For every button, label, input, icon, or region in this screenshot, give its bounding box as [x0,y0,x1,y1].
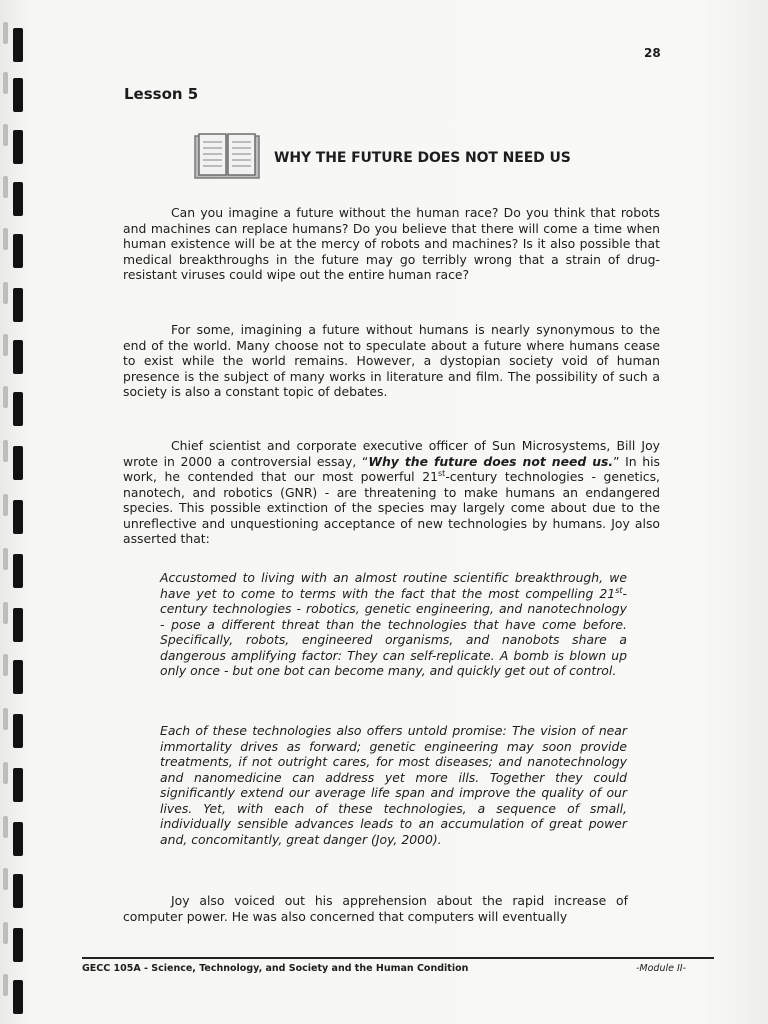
ordinal-suffix: st [438,468,446,478]
quote-1-part-b: -century technologies - robotics, genetic engineering, and nanotechnology - pose a different threat than the technologies that have come before. Specifically, robots, engineered organisms, and nanobots share a dangerous amplifying factor: They can self-replicate. A bomb is blown up only once - but one bot can become many, and quickly get out of control. [160,585,627,678]
spiral-coil-shadow [3,72,8,94]
spiral-coil-shadow [3,22,8,44]
spiral-coil-shadow [3,974,8,996]
paragraph-2-text: For some, imagining a future without humans is nearly synonymous to the end of the world. Many choose not to speculate about a future where humans cease to exist while the world remains. However, a dystopian society void of human presence is the subject of many works in literature and film. The possibility of such a society is also a constant topic of debates. [123,322,660,399]
spiral-coil [13,768,23,802]
spiral-coil-shadow [3,816,8,838]
spiral-coil-shadow [3,282,8,304]
block-quote-2: Each of these technologies also offers untold promise: The vision of near immortality drives as forward; genetic engineering may soon provide treatments, if not outright cares, for most diseases; and nanotechnology and nanomedicine can address yet more ills. Together they could significantly extend our average life span and improve the quality of our lives. Yet, with each of these technologies, a sequence of small, individually sensible advances leads to an accumulation of great power and, concomitantly, great danger (Joy, 2000). [160,723,627,847]
spiral-coil-shadow [3,228,8,250]
spiral-coil [13,822,23,856]
spiral-coil-shadow [3,708,8,730]
block-quote-1 [160,570,627,679]
spiral-coil-shadow [3,602,8,624]
lesson-heading: Lesson 5 [124,85,199,103]
paragraph-2 [123,322,660,400]
spiral-coil [13,182,23,216]
spiral-coil [13,234,23,268]
spiral-coil [13,28,23,62]
spiral-coil-shadow [3,176,8,198]
paragraph-3-part-a: Chief scientist and corporate executive officer of Sun Microsystems, Bill Joy wrote in 2000 a controversial essay, “ [123,438,660,469]
paragraph-4-text: Joy also voiced out his apprehension about the rapid increase of computer power. He was also concerned that computers will eventually [123,893,628,924]
footer-course: GECC 105A - Science, Technology, and Society and the Human Condition [82,963,469,974]
paragraph-4 [123,893,628,924]
open-book-icon [193,131,261,181]
paragraph-1 [123,205,660,283]
spiral-coil [13,554,23,588]
spiral-coil-shadow [3,386,8,408]
spiral-coil [13,340,23,374]
essay-title: Why the future does not need us. [368,453,614,469]
spiral-coil [13,78,23,112]
spiral-coil-shadow [3,494,8,516]
quote-ordinal-suffix: st [615,585,623,595]
spiral-coil [13,500,23,534]
spiral-coil [13,392,23,426]
spiral-binding [0,0,40,1024]
spiral-coil-shadow [3,762,8,784]
spiral-coil [13,874,23,908]
paragraph-3-part-b: ” In his work, he contended that our most powerful 21 [123,453,660,484]
spiral-coil-shadow [3,124,8,146]
quote-1-part-a: Accustomed to living with an almost routine scientific breakthrough, we have yet to come to terms with the fact that the most compelling 21 [160,570,627,601]
lesson-title: WHY THE FUTURE DOES NOT NEED US [274,150,571,166]
spiral-coil [13,608,23,642]
spiral-coil [13,660,23,694]
spiral-coil [13,288,23,322]
spiral-coil-shadow [3,868,8,890]
footer-module: -Module II- [636,963,687,974]
footer-divider [82,957,714,959]
spiral-coil [13,130,23,164]
paragraph-3-part-c: -century technologies - genetics, nanotech, and robotics (GNR) - are threatening to make humans an endangered species. This possible extinction of the species may largely come about due to the unreflective and unquestioning acceptance of new technologies by humans. Joy also asserted that: [123,469,661,546]
page-number: 28 [644,46,661,60]
spiral-coil-shadow [3,440,8,462]
spiral-coil [13,980,23,1014]
spiral-coil-shadow [3,548,8,570]
spiral-coil-shadow [3,922,8,944]
spiral-coil [13,714,23,748]
paragraph-1-text: Can you imagine a future without the human race? Do you think that robots and machines can replace humans? Do you believe that there will come a time when human existence will be at the mercy of robots and machines? Is it also possible that medical breakthroughs in the future may go terribly wrong that a strain of drug-resistant viruses could wipe out the entire human race? [123,205,660,282]
spiral-coil-shadow [3,334,8,356]
spiral-coil [13,446,23,480]
spiral-coil-shadow [3,654,8,676]
paragraph-3 [123,438,660,547]
spiral-coil [13,928,23,962]
paragraph-3-text [123,438,660,547]
